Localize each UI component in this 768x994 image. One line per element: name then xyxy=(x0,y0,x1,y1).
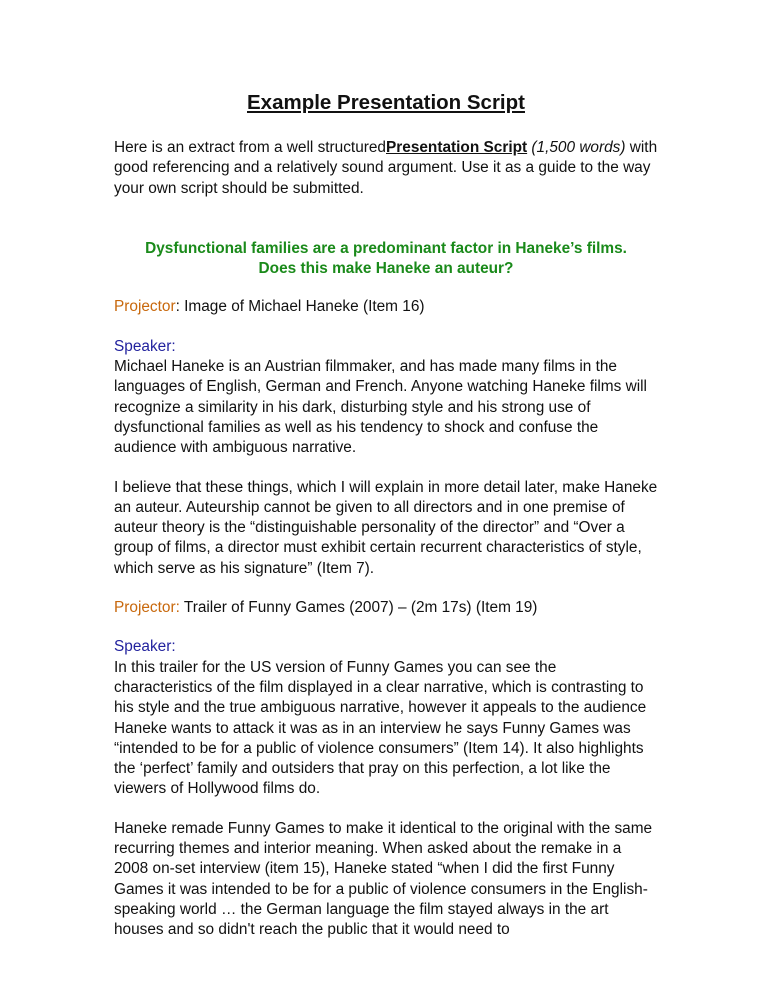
projector-cue-1-text: : Image of Michael Haneke (Item 16) xyxy=(175,298,425,316)
body-paragraph-4: Haneke remade Funny Games to make it identical to the original with the same recurring themes and interior meaning. When asked about the remake in a 2008 on-set interview (item 15), Haneke stated “when I did the first Funny Games it was intended to be for a public of violence consumers in the English-speaking world … the German language the film stayed always in the art houses and so didn't reach the public that it would need to xyxy=(114,819,653,939)
intro-lead: Here is an extract from a well structured xyxy=(114,139,386,156)
speaker-label: Speaker: xyxy=(114,337,176,355)
section-heading xyxy=(114,239,658,280)
intro-rest: with good referencing and a relatively sound argument. Use it as a guide to the way your own script should be submitted. xyxy=(114,139,658,197)
speaker-block-2-text: In this trailer for the US version of Funny Games you can see the characteristics of the film displayed in a clear narrative, which is contrasting to his style and the true ambiguous narrative, however it appeals to the audience Haneke wants to attack it was as in an interview he says Funny Games was “intended to be for a public of violence consumers” (Item 14). It also highlights the ‘perfect’ family and outsiders that pray on this perfection, a lot like the viewers of Hollywood films do. xyxy=(114,658,647,798)
speaker-block-1-text: Michael Haneke is an Austrian filmmaker, and has made many films in the languages of English, German and French. Anyone watching Haneke films will recognize a similarity in his dark, disturbing style and his strong use of dysfunctional families as well as his tendency to shock and confuse the audience with ambiguous narrative. xyxy=(114,358,647,457)
projector-cue-2 xyxy=(114,598,658,618)
projector-cue-2-text: Trailer of Funny Games (2007) – (2m 17s) (Item 19) xyxy=(179,599,538,617)
speaker-block-2 xyxy=(114,637,658,799)
document-page xyxy=(114,90,658,941)
projector-label: Projector xyxy=(114,298,176,316)
document-title: Example Presentation Script xyxy=(247,91,525,114)
intro-paragraph xyxy=(114,138,658,199)
section-heading-line-1: Dysfunctional families are a predominant factor in Haneke’s films. xyxy=(145,239,627,257)
section-heading-line-2: Does this make Haneke an auteur? xyxy=(258,260,514,278)
body-paragraph-2: I believe that these things, which I will explain in more detail later, make Haneke an auteur. Auteurship cannot be given to all directors and in one premise of auteur theory is the “distinguishable personality of the director” and “Over a group of films, a director must exhibit certain recurrent characteristics of style, which serve as his signature” (Item 7). xyxy=(114,478,658,577)
projector-label: Projector: xyxy=(114,599,180,617)
intro-bold-title: Presentation Script xyxy=(386,139,528,156)
speaker-label: Speaker: xyxy=(114,638,176,656)
intro-word-count: (1,500 words) xyxy=(527,139,626,156)
projector-cue-1 xyxy=(114,297,658,317)
speaker-block-1 xyxy=(114,337,658,459)
